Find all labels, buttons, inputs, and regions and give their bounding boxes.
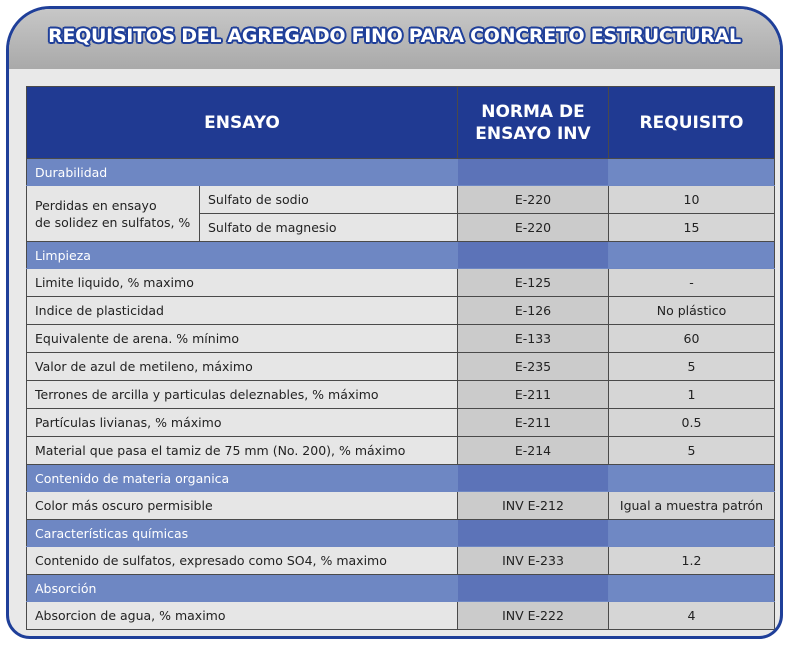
ensayo-cell: Limite liquido, % maximo xyxy=(27,269,458,297)
section-norma-cell xyxy=(458,159,609,186)
section-label: Contenido de materia organica xyxy=(27,465,458,492)
header-norma-line2: ENSAYO INV xyxy=(475,123,591,144)
requisito-cell: 1.2 xyxy=(609,547,775,575)
ensayo-cell: Absorcion de agua, % maximo xyxy=(27,602,458,630)
section-label: Limpieza xyxy=(27,242,458,269)
header-norma-line1: NORMA DE xyxy=(481,101,585,122)
table-row xyxy=(27,492,775,520)
requirements-table xyxy=(26,86,775,630)
section-requisito-cell xyxy=(609,242,775,269)
ensayo-cell: Color más oscuro permisible xyxy=(27,492,458,520)
header-row xyxy=(27,87,775,159)
group-label-line1: Perdidas en ensayo xyxy=(35,197,157,213)
ensayo-cell: Contenido de sulfatos, expresado como SO4, % maximo xyxy=(27,547,458,575)
table-row xyxy=(27,381,775,409)
requisito-cell: 60 xyxy=(609,325,775,353)
section-requisito-cell xyxy=(609,159,775,186)
norma-cell: E-220 xyxy=(458,186,609,214)
ensayo-cell: Terrones de arcilla y particulas deleznables, % máximo xyxy=(27,381,458,409)
requisito-cell: No plástico xyxy=(609,297,775,325)
section-quimicas xyxy=(27,520,775,547)
section-norma-cell xyxy=(458,242,609,269)
requisito-cell: 4 xyxy=(609,602,775,630)
requisito-cell: 1 xyxy=(609,381,775,409)
section-norma-cell xyxy=(458,520,609,547)
table-row xyxy=(27,325,775,353)
table-row xyxy=(27,602,775,630)
header-requisito: REQUISITO xyxy=(609,87,775,159)
norma-cell: INV E-212 xyxy=(458,492,609,520)
norma-cell: E-126 xyxy=(458,297,609,325)
page-title: REQUISITOS DEL AGREGADO FINO PARA CONCRETO ESTRUCTURAL xyxy=(48,25,741,47)
ensayo-sub-cell: Sulfato de sodio xyxy=(200,186,458,214)
header-norma xyxy=(458,87,609,159)
table-row xyxy=(27,409,775,437)
section-durabilidad xyxy=(27,159,775,186)
sulfate-soundness-label xyxy=(27,186,200,242)
norma-cell: E-211 xyxy=(458,409,609,437)
section-requisito-cell xyxy=(609,575,775,602)
ensayo-cell: Valor de azul de metileno, máximo xyxy=(27,353,458,381)
section-label: Absorción xyxy=(27,575,458,602)
norma-cell: E-214 xyxy=(458,437,609,465)
norma-cell: E-220 xyxy=(458,214,609,242)
norma-cell: INV E-233 xyxy=(458,547,609,575)
norma-cell: E-211 xyxy=(458,381,609,409)
norma-cell: INV E-222 xyxy=(458,602,609,630)
section-label: Características químicas xyxy=(27,520,458,547)
section-requisito-cell xyxy=(609,520,775,547)
table-row xyxy=(27,437,775,465)
section-norma-cell xyxy=(458,465,609,492)
group-label-line2: de solidez en sulfatos, % xyxy=(35,214,191,230)
ensayo-cell: Material que pasa el tamiz de 75 mm (No. 200), % máximo xyxy=(27,437,458,465)
requisito-cell: - xyxy=(609,269,775,297)
section-requisito-cell xyxy=(609,465,775,492)
title-bar xyxy=(9,9,780,69)
requisito-cell: 10 xyxy=(609,186,775,214)
ensayo-cell: Indice de plasticidad xyxy=(27,297,458,325)
ensayo-cell: Partículas livianas, % máximo xyxy=(27,409,458,437)
table-row xyxy=(27,353,775,381)
ensayo-sub-cell: Sulfato de magnesio xyxy=(200,214,458,242)
table-row xyxy=(27,297,775,325)
requisito-cell: 5 xyxy=(609,353,775,381)
norma-cell: E-235 xyxy=(458,353,609,381)
section-limpieza xyxy=(27,242,775,269)
table-row xyxy=(27,269,775,297)
table-frame xyxy=(6,6,783,639)
section-absorcion xyxy=(27,575,775,602)
requisito-cell: 5 xyxy=(609,437,775,465)
norma-cell: E-125 xyxy=(458,269,609,297)
table-row xyxy=(27,547,775,575)
norma-cell: E-133 xyxy=(458,325,609,353)
header-ensayo: ENSAYO xyxy=(27,87,458,159)
requisito-cell: Igual a muestra patrón xyxy=(609,492,775,520)
section-label: Durabilidad xyxy=(27,159,458,186)
section-norma-cell xyxy=(458,575,609,602)
requisito-cell: 0.5 xyxy=(609,409,775,437)
section-materia-organica xyxy=(27,465,775,492)
table-row xyxy=(27,186,775,214)
ensayo-cell: Equivalente de arena. % mínimo xyxy=(27,325,458,353)
requisito-cell: 15 xyxy=(609,214,775,242)
